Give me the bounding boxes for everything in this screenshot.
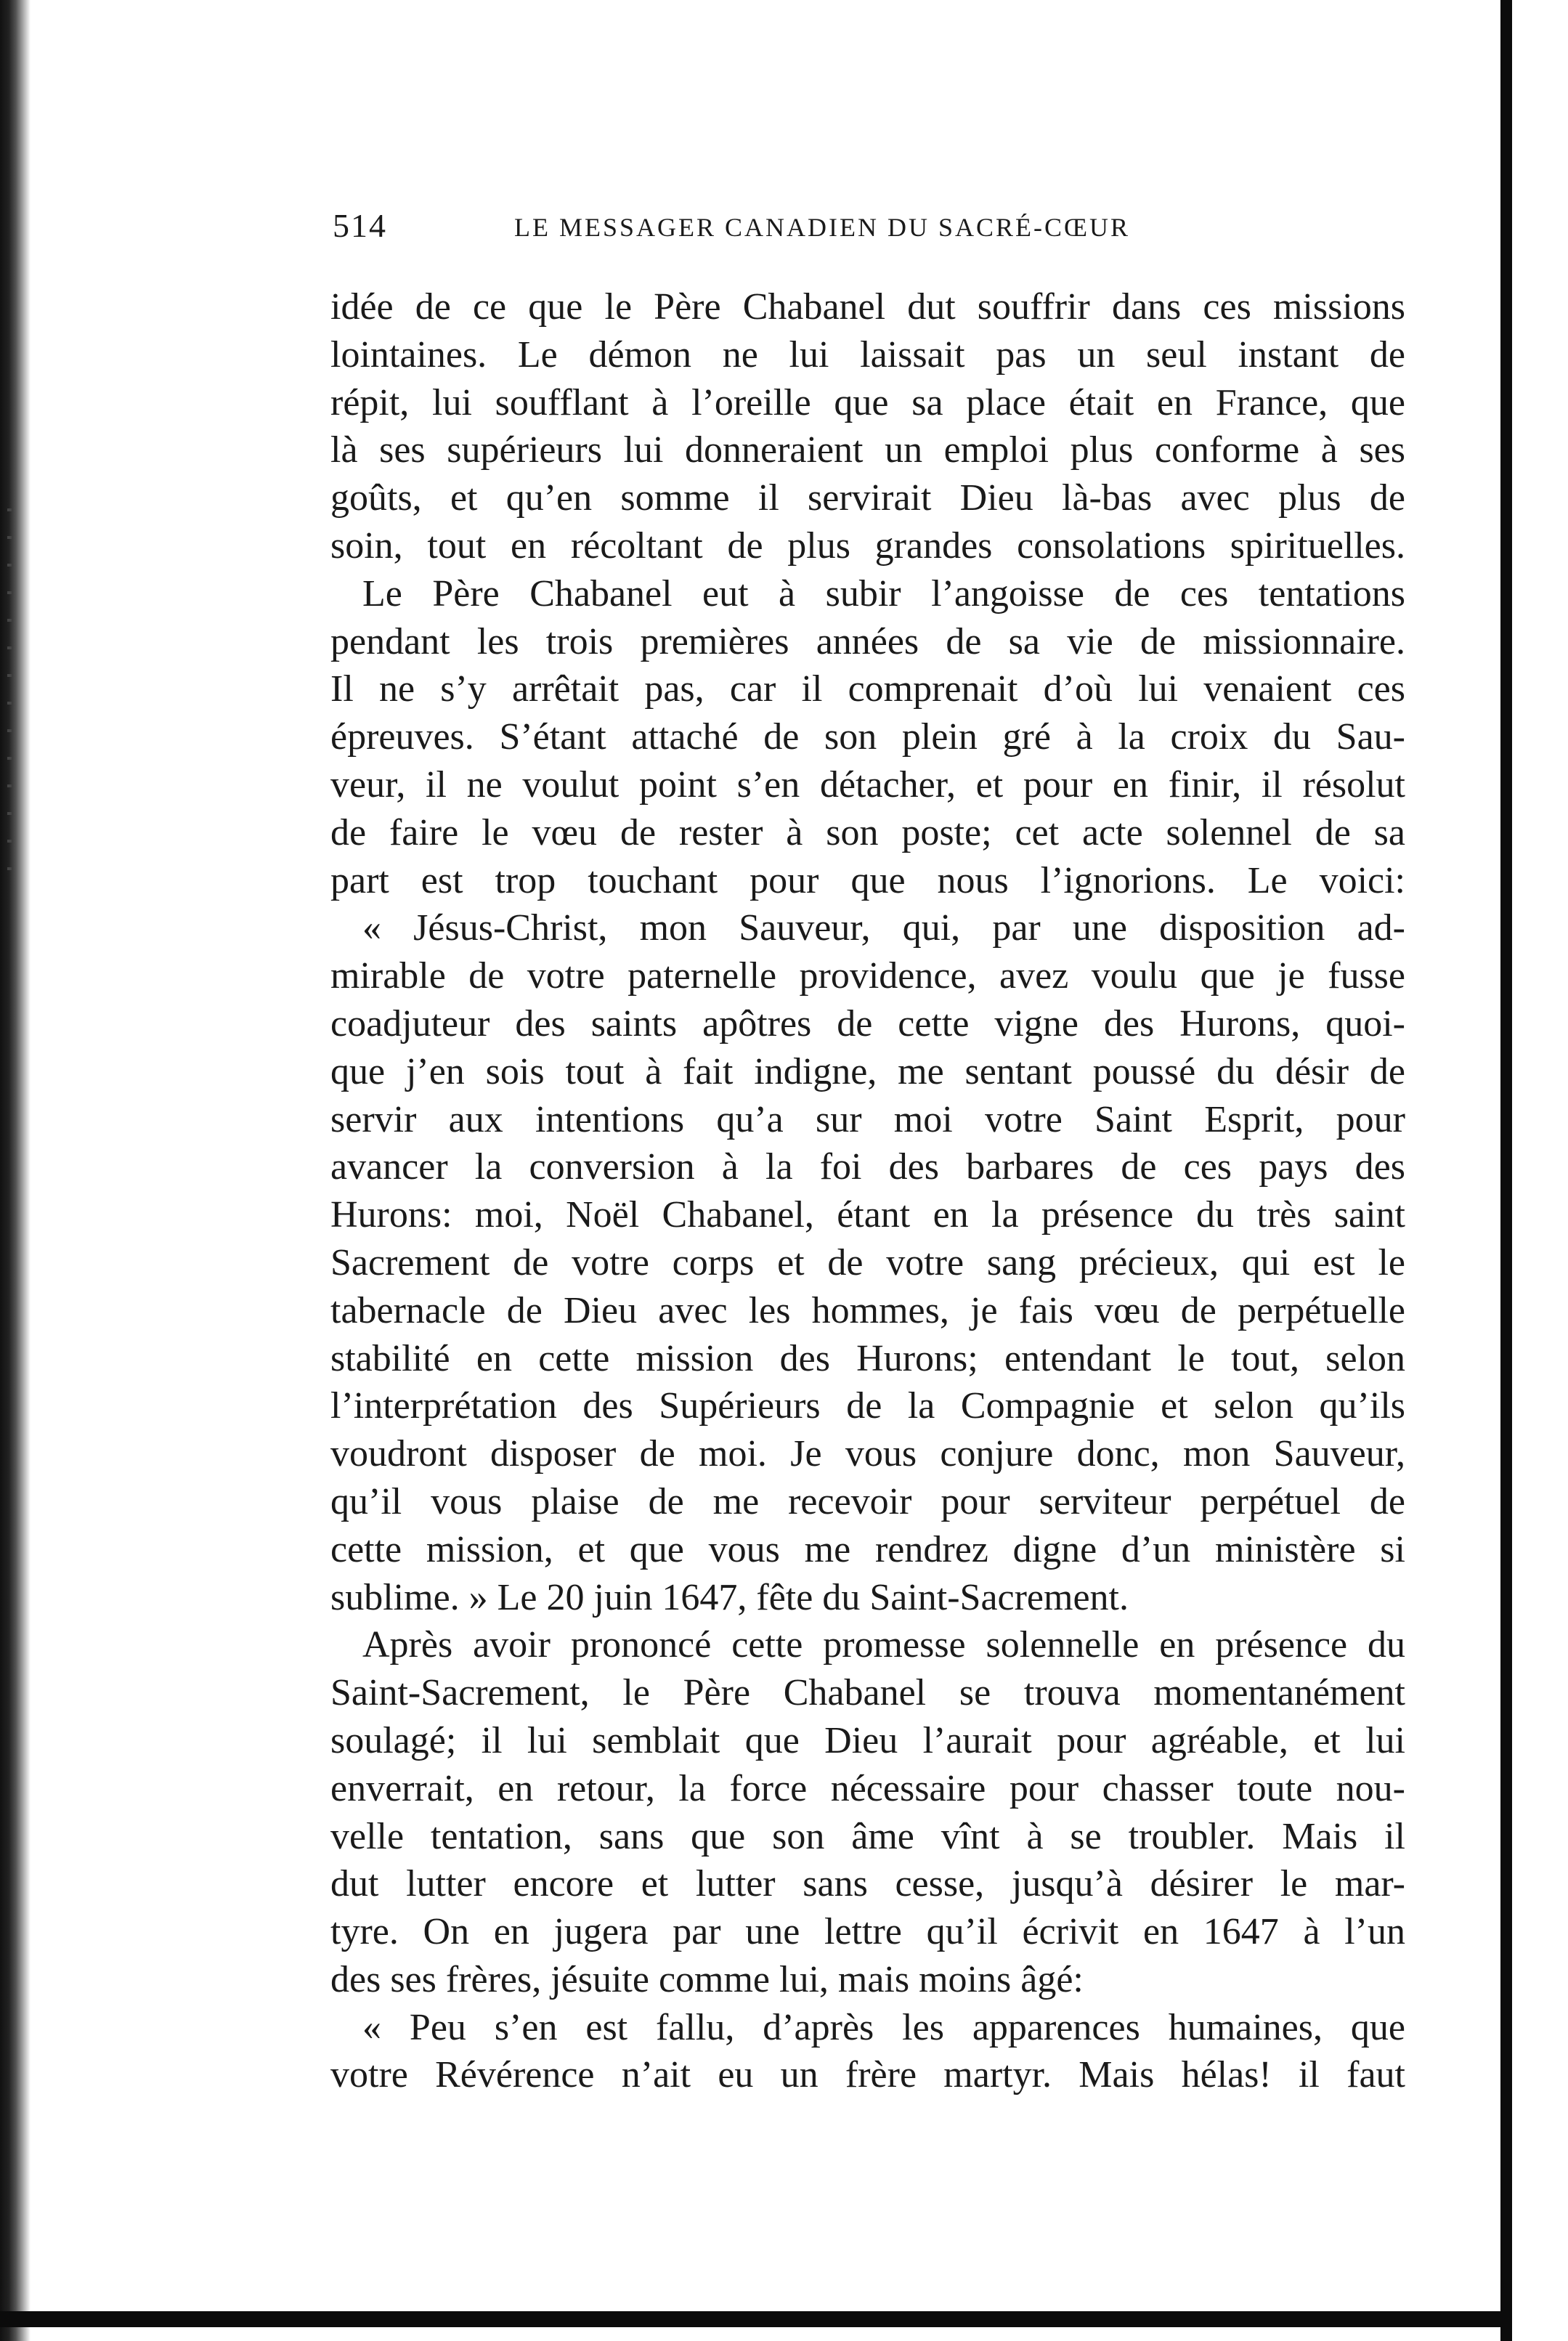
text-line: Hurons: moi, Noël Chabanel, étant en la présence du très saint bbox=[330, 1194, 1405, 1236]
text-line: dut lutter encore et lutter sans cesse, jusqu’à désirer le mar- bbox=[330, 1863, 1405, 1905]
text-line: épreuves. S’étant attaché de son plein gré à la croix du Sau- bbox=[330, 716, 1405, 758]
page-header bbox=[333, 203, 1422, 254]
scan-bottom-edge-bar bbox=[0, 2311, 1512, 2327]
text-line: stabilité en cette mission des Hurons; entendant le tout, selon bbox=[330, 1337, 1405, 1379]
text-line: voudront disposer de moi. Je vous conjure donc, mon Sauveur, bbox=[330, 1433, 1405, 1475]
text-line: tabernacle de Dieu avec les hommes, je fais vœu de perpétuelle bbox=[330, 1289, 1405, 1331]
page-number: 514 bbox=[333, 207, 387, 244]
text-line: cette mission, et que vous me rendrez digne d’un ministère si bbox=[330, 1528, 1405, 1570]
text-line: Saint-Sacrement, le Père Chabanel se trouva momentanément bbox=[330, 1672, 1405, 1714]
text-line: part est trop touchant pour que nous l’ignorions. Le voici: bbox=[330, 859, 1405, 901]
text-line: soin, tout en récoltant de plus grandes consolations spirituelles. bbox=[330, 524, 1405, 567]
text-line: pendant les trois premières années de sa vie de missionnaire. bbox=[330, 620, 1405, 662]
text-line: mirable de votre paternelle providence, avez voulu que je fusse bbox=[330, 955, 1405, 997]
text-line: lointaines. Le démon ne lui laissait pas un seul instant de bbox=[330, 333, 1405, 376]
text-line: répit, lui soufflant à l’oreille que sa place était en France, que bbox=[330, 381, 1405, 423]
text-line: idée de ce que le Père Chabanel dut souffrir dans ces missions bbox=[330, 286, 1405, 328]
text-line: l’interprétation des Supérieurs de la Compagnie et selon qu’ils bbox=[330, 1385, 1405, 1427]
text-line: « Jésus-Christ, mon Sauveur, qui, par une disposition ad- bbox=[362, 907, 1405, 949]
text-line: sublime. » Le 20 juin 1647, fête du Saint-Sacrement. bbox=[330, 1576, 1129, 1618]
text-line: là ses supérieurs lui donneraient un emploi plus conforme à ses bbox=[330, 429, 1405, 471]
text-line: Il ne s’y arrêtait pas, car il comprenait d’où lui venaient ces bbox=[330, 668, 1405, 710]
text-line: « Peu s’en est fallu, d’après les apparences humaines, que bbox=[362, 2006, 1405, 2048]
running-title: LE MESSAGER CANADIEN DU SACRÉ-CŒUR bbox=[514, 213, 1131, 242]
scan-right-edge-bar bbox=[1500, 0, 1512, 2341]
text-line: Le Père Chabanel eut à subir l’angoisse de ces tentations bbox=[362, 572, 1405, 614]
scan-left-specks bbox=[7, 508, 12, 886]
text-line: coadjuteur des saints apôtres de cette vigne des Hurons, quoi- bbox=[330, 1002, 1405, 1044]
text-line: enverrait, en retour, la force nécessaire pour chasser toute nou- bbox=[330, 1767, 1405, 1809]
text-line: des ses frères, jésuite comme lui, mais moins âgé: bbox=[330, 1958, 1084, 2000]
text-line: servir aux intentions qu’a sur moi votre Saint Esprit, pour bbox=[330, 1098, 1405, 1140]
text-line: qu’il vous plaise de me recevoir pour serviteur perpétuel de bbox=[330, 1480, 1405, 1522]
text-line: veur, il ne voulut point s’en détacher, et pour en finir, il résolut bbox=[330, 763, 1405, 806]
text-line: Après avoir prononcé cette promesse solennelle en présence du bbox=[362, 1624, 1405, 1666]
text-line: de faire le vœu de rester à son poste; cet acte solennel de sa bbox=[330, 811, 1405, 853]
text-line: tyre. On en jugera par une lettre qu’il écrivit en 1647 à l’un bbox=[330, 1911, 1405, 1953]
text-line: goûts, et qu’en somme il servirait Dieu là-bas avec plus de bbox=[330, 477, 1405, 519]
text-line: Sacrement de votre corps et de votre sang précieux, qui est le bbox=[330, 1241, 1405, 1283]
scan-left-edge-shadow bbox=[0, 0, 31, 2341]
text-line: que j’en sois tout à fait indigne, me sentant poussé du désir de bbox=[330, 1050, 1405, 1092]
body-text bbox=[330, 283, 1405, 2099]
text-line: avancer la conversion à la foi des barbares de ces pays des bbox=[330, 1146, 1405, 1188]
text-line: velle tentation, sans que son âme vînt à se troubler. Mais il bbox=[330, 1815, 1405, 1857]
text-line: votre Révérence n’ait eu un frère martyr. Mais hélas! il faut bbox=[330, 2054, 1405, 2096]
text-line: soulagé; il lui semblait que Dieu l’aurait pour agréable, et lui bbox=[330, 1719, 1405, 1761]
